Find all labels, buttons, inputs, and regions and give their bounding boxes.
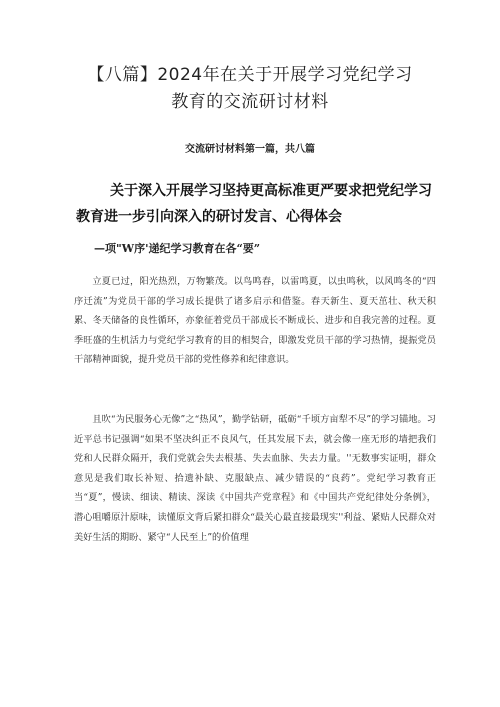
section-title-line-1: 关于深入开展学习坚持更高标准更严要求把党纪学习 [110,183,432,199]
body-paragraph: 且吹“为民服务心无像”之“热风”，勤学钻研，砥砺“千顷方亩犁不尽”的学习锚地。习近平总书记强调“如果不坚决纠正不良风气，任其发展下去，就会像一座无形的墙把我们党和人民群众隔开，我们党就会失去根基、失去血脉、失去力量。''无数事实证明，群众意见是我们取长补短、拾遗补缺、克服缺点、减少错误的“良药”。党纪学习教育正当“夏”，慢读、细读、精读、深读《中国共产党章程》和《中国共产党纪律处分条例》，潜心咀嚼原汁原味，读懂原文背后紧扣群众“最关心最直接最现实''利益、紧贴人民群众对美好生活的期盼、紧守“人民至上”的价值理 [74,414,436,543]
material-subheading: 交流研讨材料第一篇，共八篇 [185,144,315,155]
document-title-line-2: 教育的交流研讨材料 [171,92,329,112]
section-subtitle: —项"W序'递纪学习教育在各“要” [94,242,261,255]
document-title-line-1: 【八篇】2024年在关于开展学习党纪学习 [87,65,413,85]
section-title-line-2: 教育进一步引向深入的研讨发言、心得体会 [76,209,342,225]
body-paragraph: 立夏已过，阳光热烈，万物繁茂。以鸟鸣春，以雷鸣夏，以虫鸣秋，以风鸣冬的“四序迁流”为党员干部的学习成长提供了诸多启示和借鉴。春天新生、夏天茁壮、秋天积累、冬天储备的良性循环，亦象征着党员干部成长不断成长、进步和自我完善的过程。夏季旺盛的生机活力与党纪学习教育的目的相契合，即激发党员干部的学习热情，提振党员干部精神面貌，提升党员干部的党性修养和纪律意识。 [74,276,436,366]
